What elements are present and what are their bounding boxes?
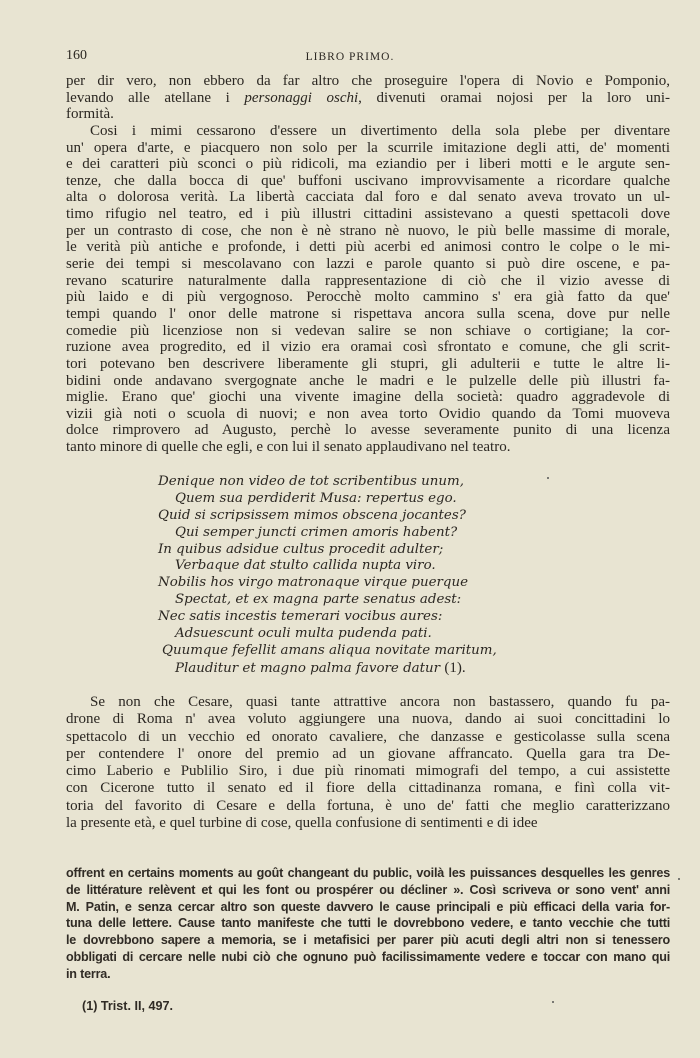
text-line [66,156,670,173]
text-line [66,882,670,899]
text-line [66,239,670,256]
footnote-reference: (1). [444,659,466,676]
verse-line [158,525,497,542]
running-head: LIBRO PRIMO. [305,51,395,63]
verse-text: Quem sua perdiderit Musa: repertus ego. [175,490,457,506]
verse-line [158,474,497,491]
text-line [66,339,670,356]
italic-phrase: personaggi oschi [244,89,359,106]
paper-speck [678,878,680,880]
text-line [66,140,670,157]
text-line [66,189,670,206]
text-line [66,73,670,90]
text-line [66,323,670,340]
page-number: 160 [66,48,87,63]
text-segment: bidini onde andavano svergognate anche le madri e le pulzelle delle più illustri fa- [66,372,670,389]
verse-line [158,660,497,677]
text-segment: dolce rimprovero ad Augusto, perchè lo avesse severamente punito di una licenza [66,422,670,439]
text-segment: levando alle atellane i [66,89,245,106]
text-segment: tuna delle lettere. Cause tanto manifeste che tutti le dovrebbono vedere, e tanto vecchie che tutti [66,916,670,931]
text-segment: vizii già noti o scuola di nuovi; e non avea torto Ovidio quando da Tomi muoveva [66,405,670,422]
text-segment: timo rifugio nel teatro, ed i più illustri cittadini assistevano a questi spettacoli dove [66,206,670,223]
text-segment: più laido e di più vergognoso. Perocchè molto cammino s' era già fatto da que' [66,289,670,306]
text-segment: tempi quando l' onor delle matrone si rispettava ancora sulla scena, dove pur nelle [66,305,670,322]
verse-text: Spectat, et ex magna parte senatus adest: [175,592,462,608]
text-segment: toria del favorito di Cesare e della fortuna, è uno de' fatti che meglio caratterizzano [66,797,670,814]
text-line [66,746,670,763]
text-line [66,694,670,711]
text-segment: la presente età, e quel turbine di cose, quella confusione di sentimenti e di idee [66,815,538,832]
text-segment: cimo Laberio e Publilio Siro, i due più rinomati mimografi del tempo, a cui assistette [66,763,670,780]
text-segment: alta o dolorosa verità. La libertà cacciata dal foro e dal senato aveva trovato un ul- [66,189,670,206]
text-segment: ruzione avea progredito, ed il vizio era oramai così sfrontato e comune, che gli scrit- [66,339,670,356]
verse-line [158,575,497,592]
verse-line [158,609,497,626]
text-line [66,899,670,916]
verse-text: Nec satis incestis temerari vocibus aures: [158,609,443,625]
text-segment: tenze, che dalla bocca di que' buffoni uscivano improvvisamente a ricordare qualche [66,172,670,189]
text-line [66,273,670,290]
text-line [66,915,670,932]
text-line [66,815,670,832]
text-line [66,206,670,223]
text-line [66,932,670,949]
text-line [66,406,670,423]
body-text-upper [66,73,670,456]
text-line [66,256,670,273]
text-line [66,223,670,240]
text-line [66,763,670,780]
body-text-lower [66,694,670,832]
text-line [66,90,670,107]
verse-text: In quibus adsidue cultus procedit adulter; [158,541,444,557]
text-segment: drone di Roma n' avea voluto aggiungere una nuova, dando ai suoi concittadini lo [66,711,670,728]
verse-text: Verbaque dat stulto callida nupta viro. [175,558,436,574]
text-line [66,780,670,797]
text-segment: de littérature relèvent et qui les font ou prospérer ou décliner ». Così scriveva or sono vent' anni [66,882,670,897]
text-segment: Se non che Cesare, quasi tante attrattive ancora non bastassero, quando fu pa- [90,694,670,710]
text-segment: per un contrasto di cose, che non è nè strano nè nuovo, le più belle massime di morale, [66,222,670,239]
verse-line [158,592,497,609]
verse-text: Quid si scripsissem mimos obscena jocantes? [158,507,466,523]
verse-line [158,558,497,575]
text-segment: , divenuti oramai nojosi per la loro uni- [358,89,670,106]
text-segment: le dovrebbono sapere a memoria, se i metafisici per parer più acuti degli altri non si tenessero [66,933,670,948]
text-segment: formità. [66,106,114,123]
verse-text: Denique non video de tot scribentibus unum, [158,474,464,489]
paper-speck [552,1001,554,1003]
text-line [66,439,670,456]
text-segment: per contendere l' onore del premio ad un giovane affrancato. Quella gara tra De- [66,745,670,762]
text-line [66,289,670,306]
verse-line [158,643,497,660]
verse-line [158,491,497,508]
text-line [66,373,670,390]
verse-quotation [158,474,497,677]
verse-line [158,508,497,525]
text-segment: obbligati di cercare nelle nubi ciò che ognuno può facilissimamente vedere e toccar con mano qui [66,949,670,964]
footnote: (1) Trist. II, 497. [82,999,173,1013]
text-segment: un' opera d'arte, e piacquero non solo per la scurrile imitazione degli atti, de' momenti [66,139,670,156]
text-segment: e dei caratteri più sconci o più ridicoli, ma eziandio per i liberi motti e le argute sen- [66,156,670,173]
text-line [66,389,670,406]
verse-text: Adsuescunt oculi multa pudenda pati. [175,626,432,642]
text-segment: comedie più licenziose non si vedevan salire se non schiave o cortigiane; la cor- [66,322,670,339]
text-line [66,106,670,123]
text-segment: con Cicerone tutto il senato ed il fiore della cittadinanza romana, e finì colla vit- [66,780,670,797]
text-line [66,966,670,983]
text-segment: in terra. [66,966,111,981]
verse-text: Plauditur et magno palma favore datur [175,660,441,676]
text-line [66,306,670,323]
verse-line [158,626,497,643]
text-segment: M. Patin, e senza cercar altro son queste davvero le cause principali e più efficaci della varia for- [66,899,670,914]
text-line [66,173,670,190]
text-segment: le verità più antiche e profonde, i detti più acerbi ed animosi contro le colpe o le mi- [66,239,670,256]
text-segment: spettacolo di un vecchio ed onorato cavaliere, che danzasse e gesticolasse sulla scena [66,728,670,745]
text-line [66,798,670,815]
text-segment: revano scaturire naturalmente dalla rappresentazione di ciò che il vizio avesse di [66,272,670,289]
text-line [66,123,670,140]
text-segment: tori potevano ben descrivere liberamente gli stupri, gli adulterii e tutte le altre li- [66,355,670,372]
text-segment: offrent en certains moments au goût changeant du public, voilà les puissances desquelles les genres [66,866,670,880]
text-line [66,422,670,439]
paper-speck [547,477,549,479]
note-text [66,865,670,983]
text-segment: serie dei tempi si mescolavano con lazzi e parole quanto si può dire oscene, e pa- [66,256,670,273]
verse-text: Quumque fefellit amans aliqua novitate maritum, [162,642,497,658]
text-line [66,356,670,373]
text-segment: tanto minore di quelle che egli, e con lui il senato applaudivano nel teatro. [66,439,511,456]
text-line [66,865,670,882]
verse-line [158,542,497,559]
text-line [66,949,670,966]
text-segment: per dir vero, non ebbero da far altro che proseguire l'opera di Novio e Pomponio, [66,73,670,89]
verse-text: Qui semper juncti crimen amoris habent? [175,524,458,540]
text-segment: miglie. Erano que' giochi una vivente imagine della società: quadro aggradevole di [66,389,670,406]
verse-text: Nobilis hos virgo matronaque virque puerque [158,575,469,591]
text-line [66,711,670,728]
text-segment: Cosi i mimi cessarono d'essere un divertimento della sola plebe per diventare [90,122,670,139]
text-line [66,729,670,746]
